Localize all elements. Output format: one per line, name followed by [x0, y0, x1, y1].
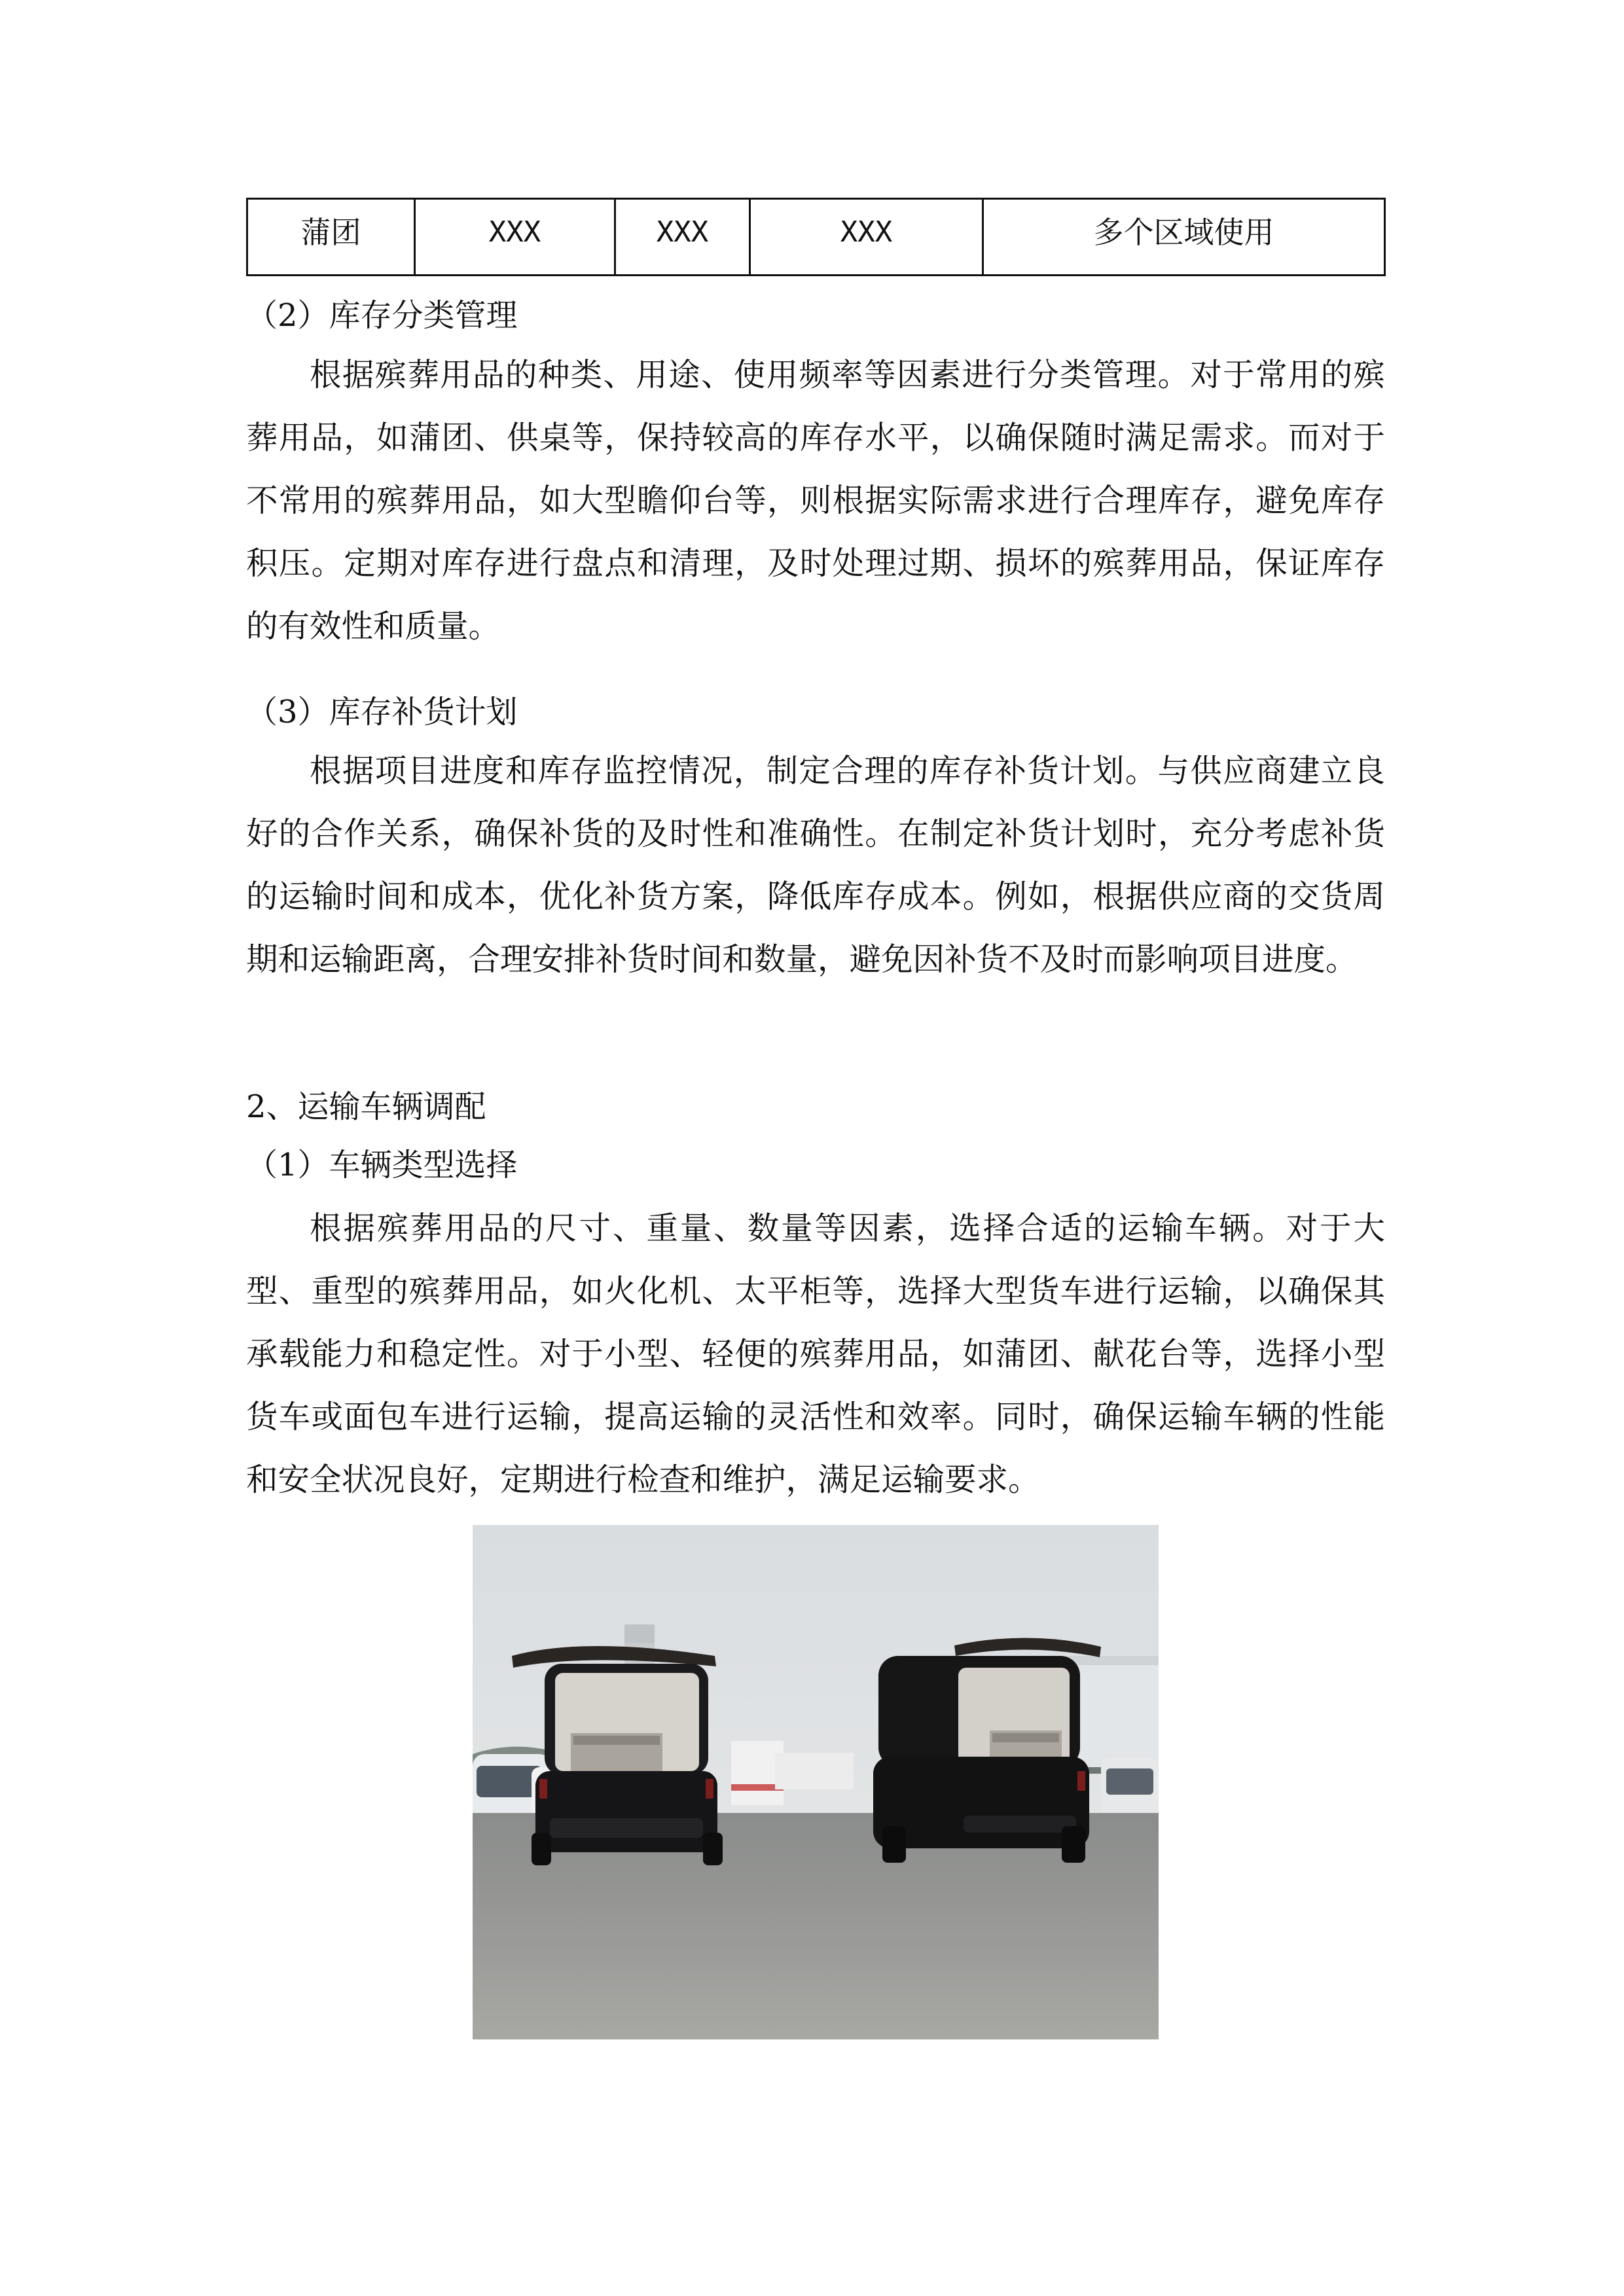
section-heading-vehicle-type: （1）车辆类型选择 — [246, 1147, 518, 1183]
section-heading-replenishment-plan: （3）库存补货计划 — [246, 694, 518, 730]
section-heading-inventory-classification: （2）库存分类管理 — [246, 297, 518, 334]
paragraph-vehicle-type: 根据殡葬用品的尺寸、重量、数量等因素，选择合适的运输车辆。对于大型、重型的殡葬用品，如火化机、太平柜等，选择大型货车进行运输，以确保其承载能力和稳定性。对于小型、轻便的殡葬用品，如蒲团、献花台等，选择小型货车或面包车进行运输，提高运输的灵活性和效率。同时，确保运输车辆的性能和安全状况良好，定期进行检查和维护，满足运输要求。 — [246, 1210, 1385, 1498]
paragraph-inventory-classification: 根据殡葬用品的种类、用途、使用频率等因素进行分类管理。对于常用的殡葬用品，如蒲团、供桌等，保持较高的库存水平，以确保随时满足需求。而对于不常用的殡葬用品，如大型瞻仰台等，则根据实际需求进行合理库存，避免库存积压。定期对库存进行盘点和清理，及时处理过期、损坏的殡葬用品，保证库存的有效性和质量。 — [246, 357, 1385, 645]
hearse-vans-photo — [473, 1525, 1159, 2039]
chapter-heading-vehicle-dispatch: 2、运输车辆调配 — [246, 1088, 486, 1125]
table-cell-item: 蒲团 — [247, 199, 415, 276]
table-cell: XXX — [750, 199, 983, 276]
inventory-table — [246, 198, 1386, 276]
paragraph-replenishment-plan: 根据项目进度和库存监控情况，制定合理的库存补货计划。与供应商建立良好的合作关系，确保补货的及时性和准确性。在制定补货计划时，充分考虑补货的运输时间和成本，优化补货方案，降低库存成本。例如，根据供应商的交货周期和运输距离，合理安排补货时间和数量，避免因补货不及时而影响项目进度。 — [246, 753, 1385, 978]
table-cell: XXX — [615, 199, 750, 276]
table-cell-usage: 多个区域使用 — [983, 199, 1385, 276]
table-row — [247, 199, 1385, 276]
table-cell: XXX — [415, 199, 615, 276]
